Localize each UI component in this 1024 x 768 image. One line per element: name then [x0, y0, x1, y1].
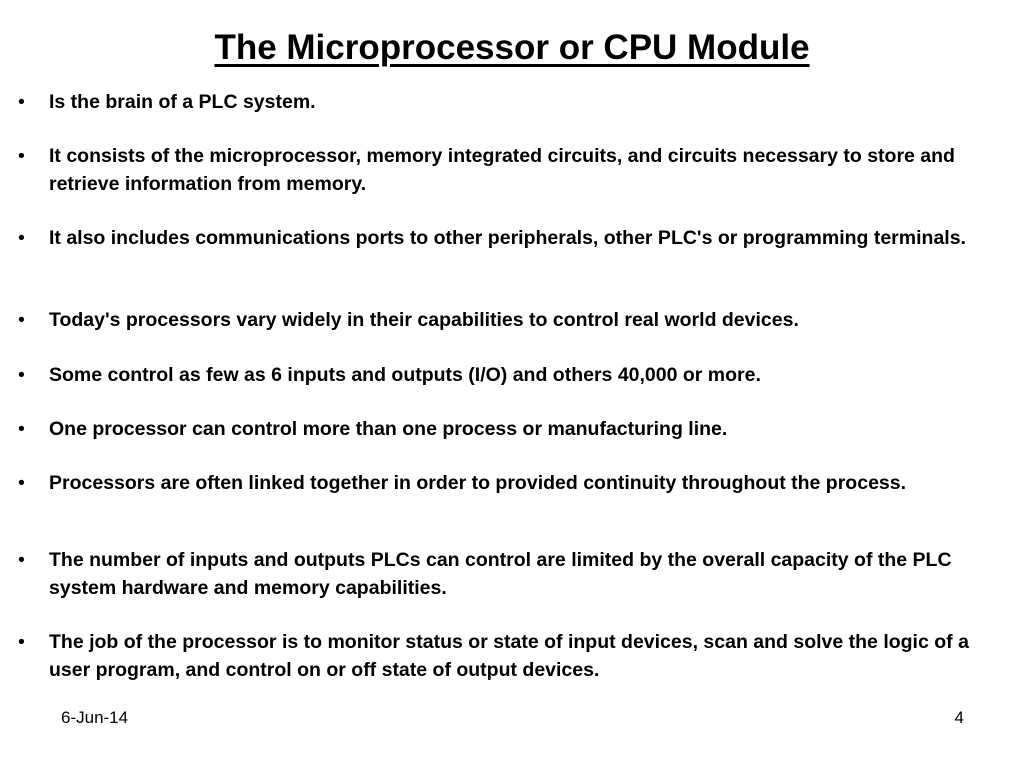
bullet-icon: •	[18, 227, 25, 249]
bullet-item	[18, 224, 1014, 252]
bullet-item	[18, 546, 1014, 602]
bullet-icon: •	[18, 549, 25, 571]
bullet-text: The number of inputs and outputs PLCs can control are limited by the overall capacity of the PLC system hardware and memory capabilities.	[49, 549, 952, 599]
bullet-icon: •	[18, 91, 25, 113]
bullet-icon: •	[18, 418, 25, 440]
bullet-item	[18, 628, 1014, 684]
bullet-icon: •	[18, 472, 25, 494]
bullet-icon: •	[18, 145, 25, 167]
bullet-icon: •	[18, 364, 25, 386]
bullet-text: The job of the processor is to monitor status or state of input devices, scan and solve the logic of a user program, and control on or off state of output devices.	[49, 631, 969, 681]
bullet-text: Is the brain of a PLC system.	[49, 91, 316, 113]
bullet-text: It consists of the microprocessor, memory integrated circuits, and circuits necessary to store and retrieve information from memory.	[49, 145, 955, 195]
bullet-text: Today's processors vary widely in their capabilities to control real world devices.	[49, 309, 799, 331]
bullet-item	[18, 415, 1014, 443]
bullet-text: It also includes communications ports to other peripherals, other PLC's or programming terminals.	[49, 227, 966, 249]
slide-title-text: The Microprocessor or CPU Module	[214, 28, 810, 67]
bullet-icon: •	[18, 631, 25, 653]
bullet-item	[18, 306, 1014, 334]
bullet-item	[18, 88, 1014, 116]
footer-date: 6-Jun-14	[61, 708, 129, 727]
bullet-item	[18, 472, 1014, 494]
bullet-item	[18, 361, 1014, 389]
bullet-text: Some control as few as 6 inputs and outputs (I/O) and others 40,000 or more.	[49, 364, 761, 386]
bullet-item	[18, 142, 1014, 198]
page-number: 4	[954, 708, 964, 727]
bullet-icon: •	[18, 309, 25, 331]
bullet-text: One processor can control more than one process or manufacturing line.	[49, 418, 728, 440]
bullet-text: Processors are often linked together in order to provided continuity throughout the process.	[49, 472, 907, 494]
